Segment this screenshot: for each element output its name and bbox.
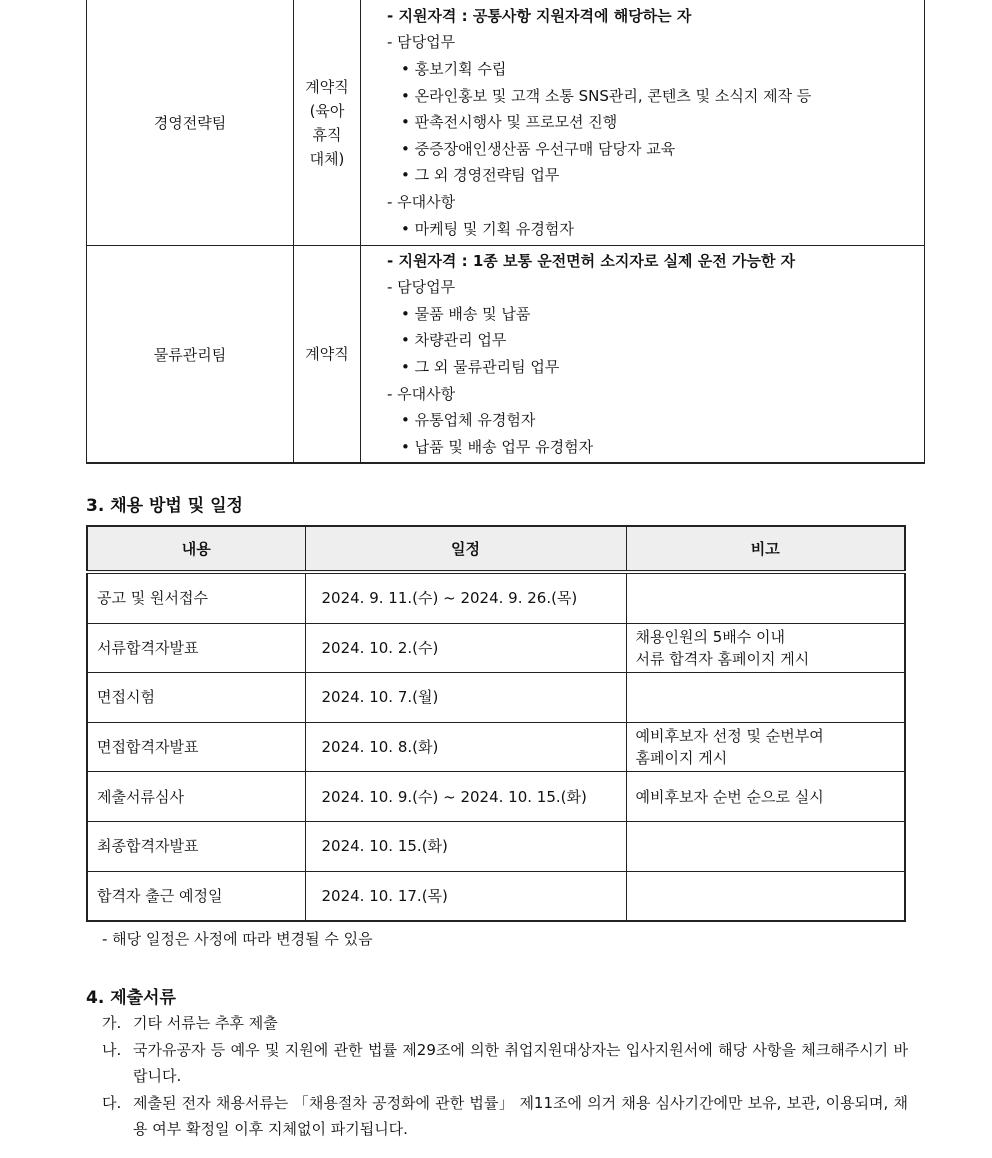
- list-item-label: 가.: [102, 1014, 122, 1032]
- schedule-date: 2024. 10. 9.(수) ~ 2024. 10. 15.(화): [305, 772, 626, 822]
- schedule-note: 채용인원의 5배수 이내 서류 합격자 홈페이지 게시: [626, 623, 905, 673]
- list-item: [102, 1037, 908, 1090]
- column-header: 내용: [87, 526, 305, 572]
- team-name-cell: 물류관리팀: [87, 246, 294, 464]
- description-bullet: • 납품 및 배송 업무 유경험자: [401, 437, 594, 456]
- schedule-note: [626, 673, 905, 723]
- column-header: 비고: [626, 526, 905, 572]
- description-line: - 담당업무: [387, 33, 456, 52]
- description-bullet: • 판촉전시행사 및 프로모션 진행: [401, 113, 618, 132]
- description-line: - 지원자격 : 공통사항 지원자격에 해당하는 자: [387, 6, 692, 25]
- list-item-text: 기타 서류는 추후 제출: [133, 1014, 278, 1032]
- schedule-item: 공고 및 원서접수: [87, 572, 305, 623]
- schedule-note: [626, 871, 905, 921]
- schedule-item: 제출서류심사: [87, 772, 305, 822]
- table-row: [87, 246, 925, 464]
- table-row: [87, 623, 905, 673]
- schedule-note: [626, 821, 905, 871]
- table-row: [87, 0, 925, 246]
- employment-type-cell: [294, 0, 361, 246]
- list-item-text: 제출된 전자 채용서류는 「채용절차 공정화에 관한 법률」 제11조에 의거 채용 심사기간에만 보유, 보관, 이용되며, 채용 여부 확정일 이후 지체없이 파기됩니다.: [133, 1093, 908, 1139]
- list-item: [102, 1010, 908, 1037]
- schedule-date: 2024. 10. 8.(화): [305, 722, 626, 772]
- job-description-table: [86, 0, 925, 464]
- description-line: - 우대사항: [387, 192, 456, 211]
- employment-type-text: 계약직 (육아 휴직 대체): [305, 77, 349, 168]
- schedule-date: 2024. 10. 15.(화): [305, 821, 626, 871]
- description-line: - 우대사항: [387, 384, 456, 403]
- description-bullet: • 그 외 물류관리팀 업무: [401, 358, 560, 376]
- schedule-item: 합격자 출근 예정일: [87, 871, 305, 921]
- table-row: [87, 722, 905, 772]
- table-row: [87, 772, 905, 822]
- schedule-note: 예비후보자 선정 및 순번부여 홈페이지 게시: [626, 722, 905, 772]
- description-line: - 담당업무: [387, 278, 456, 297]
- schedule-note: 예비후보자 순번 순으로 실시: [626, 772, 905, 822]
- schedule-date: 2024. 10. 7.(월): [305, 673, 626, 723]
- description-bullet: • 홍보기획 수립: [401, 60, 507, 79]
- description-bullet: • 중증장애인생산품 우선구매 담당자 교육: [401, 139, 676, 158]
- list-item-label: 다.: [102, 1093, 122, 1112]
- team-name-cell: 경영전략팀: [87, 0, 294, 246]
- schedule-item: 최종합격자발표: [87, 821, 305, 871]
- employment-type-text: 계약직: [305, 345, 349, 363]
- employment-type-cell: [294, 246, 361, 464]
- schedule-item: 면접시험: [87, 673, 305, 723]
- section-heading: 4. 제출서류: [86, 988, 176, 1008]
- document-list: [102, 1010, 908, 1143]
- description-bullet: • 마케팅 및 기획 유경험자: [401, 219, 574, 238]
- schedule-date: 2024. 10. 2.(수): [305, 623, 626, 673]
- schedule-date: 2024. 9. 11.(수) ~ 2024. 9. 26.(목): [305, 572, 626, 623]
- schedule-date: 2024. 10. 17.(목): [305, 871, 626, 921]
- list-item-label: 나.: [102, 1040, 122, 1059]
- table-row: [87, 673, 905, 723]
- description-bullet: • 유통업체 유경험자: [401, 411, 536, 430]
- table-row: [87, 572, 905, 623]
- list-item: [102, 1090, 908, 1143]
- schedule-table: [86, 525, 906, 922]
- description-bullet: • 물품 배송 및 납품: [401, 304, 531, 323]
- description-line: - 지원자격 : 1종 보통 운전면허 소지자로 실제 운전 가능한 자: [387, 251, 796, 270]
- job-description-cell: [361, 0, 925, 246]
- schedule-footnote: - 해당 일정은 사정에 따라 변경될 수 있음: [102, 930, 373, 948]
- description-bullet: • 차량관리 업무: [401, 331, 507, 350]
- table-header-row: [87, 526, 905, 572]
- job-description-cell: [361, 246, 925, 464]
- section-heading: 3. 채용 방법 및 일정: [86, 496, 243, 516]
- schedule-item: 면접합격자발표: [87, 722, 305, 772]
- table-row: [87, 871, 905, 921]
- table-row: [87, 821, 905, 871]
- description-bullet: • 온라인홍보 및 고객 소통 SNS관리, 콘텐츠 및 소식지 제작 등: [401, 86, 812, 105]
- column-header: 일정: [305, 526, 626, 572]
- description-bullet: • 그 외 경영전략팀 업무: [401, 166, 560, 185]
- schedule-item: 서류합격자발표: [87, 623, 305, 673]
- schedule-note: [626, 572, 905, 623]
- list-item-text: 국가유공자 등 예우 및 지원에 관한 법률 제29조에 의한 취업지원대상자는 입사지원서에 해당 사항을 체크해주시기 바랍니다.: [133, 1040, 908, 1086]
